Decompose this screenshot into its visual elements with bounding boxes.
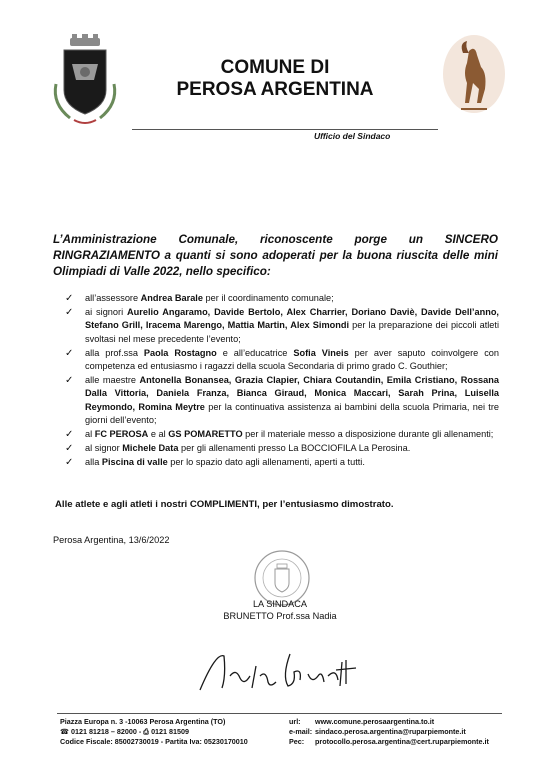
ibex-logo-icon — [441, 33, 507, 115]
footer-pec-link[interactable]: protocollo.perosa.argentina@cert.ruparpiemonte.it — [315, 737, 489, 746]
check-icon: ✓ — [65, 347, 74, 359]
signatory-block — [180, 598, 380, 622]
list-item: ✓ alla Piscina di valle per lo spazio dato agli allenamenti, aperti a tutti. — [65, 457, 365, 469]
event-logo — [441, 33, 507, 115]
intro-paragraph: L’Amministrazione Comunale, riconoscente porge un SINCERO RINGRAZIAMENTO a quanti si sono adoperati per la buona riuscita delle mini Olimpiadi di Valle 2022, nello specifico: — [53, 233, 498, 278]
footer-contacts — [60, 717, 248, 747]
check-icon: ✓ — [65, 429, 74, 441]
list-item: ✓ al FC PEROSA e al GS POMARETTO per il materiale messo a disposizione durante gli allenamenti; — [65, 429, 494, 441]
fax-icon: ⎙ — [143, 727, 150, 736]
check-icon: ✓ — [65, 307, 74, 319]
list-item: ✓ alle maestre Antonella Bonansea, Grazia Clapier, Chiara Coutandin, Emila Cristiano, Rossana Dalla Vittoria, Daniela Franza, Bianca Giraud, Monica Maccari, Sarah Prina, Luisella Reymondo, Romina Meytre per la continuativa assistenza ai bambini della scuola Primaria, nei tre giorni dell’evento; — [65, 375, 500, 425]
footer-phones: ☎ 0121 81218 – 82000 - ⎙ 0121 81509 — [60, 727, 190, 736]
signatory-name: BRUNETTO Prof.ssa Nadia — [223, 611, 337, 621]
header-divider — [132, 129, 438, 130]
thanks-list — [65, 292, 499, 471]
list-item: ✓ ai signori Aurelio Angaramo, Davide Bertolo, Alex Charrier, Doriano Daviè, Davide Dell’anno, Stefano Grill, Iracema Marengo, Mattia Martin, Alex Simondi per la preparazione dei piccoli atleti svoltasi nel mese precedente l’evento; — [65, 307, 500, 344]
signatory-title: LA SINDACA — [252, 599, 308, 609]
check-icon: ✓ — [65, 443, 74, 455]
footer-email-link[interactable]: sindaco.perosa.argentina@ruparpiemonte.it — [315, 727, 466, 736]
compliments-line: Alle atlete e agli atleti i nostri COMPLIMENTI, per l’entusiasmo dimostrato. — [55, 499, 394, 510]
check-icon: ✓ — [65, 375, 74, 387]
list-item: ✓ alla prof.ssa Paola Rostagno e all’educatrice Sofia Vineis per aver saputo coinvolgere con competenza ed entusiasmo i ragazzi della scuola Secondaria di primo grado C. Gouthier; — [65, 347, 500, 372]
list-item: ✓ all’assessore Andrea Barale per il coordinamento comunale; — [65, 293, 334, 304]
page-title — [150, 57, 400, 101]
check-icon: ✓ — [65, 457, 74, 469]
handwritten-signature — [196, 646, 362, 696]
title-line-1: COMUNE DI — [220, 57, 330, 78]
date-line: Perosa Argentina, 13/6/2022 — [53, 535, 170, 545]
footer-url-link[interactable]: www.comune.perosaargentina.to.it — [315, 717, 435, 726]
office-label: Ufficio del Sindaco — [314, 131, 391, 141]
footer-web: url: www.comune.perosaargentina.to.it e-mail: sindaco.perosa.argentina@ruparpiemonte.it Pec: protocollo.perosa.argentina@cert.ruparpiemonte.it — [289, 717, 489, 746]
title-line-2: PEROSA ARGENTINA — [176, 79, 374, 100]
list-item: ✓ al signor Michele Data per gli allenamenti presso La BOCCIOFILA La Perosina. — [65, 443, 411, 455]
footer-divider — [57, 713, 502, 714]
footer-address: Piazza Europa n. 3 -10063 Perosa Argentina (TO) — [60, 717, 226, 726]
municipal-crest-icon — [50, 34, 120, 126]
check-icon: ✓ — [65, 293, 74, 304]
phone-icon: ☎ — [60, 727, 69, 736]
footer-fiscal: Codice Fiscale: 85002730019 - Partita Iva: 05230170010 — [60, 737, 248, 746]
